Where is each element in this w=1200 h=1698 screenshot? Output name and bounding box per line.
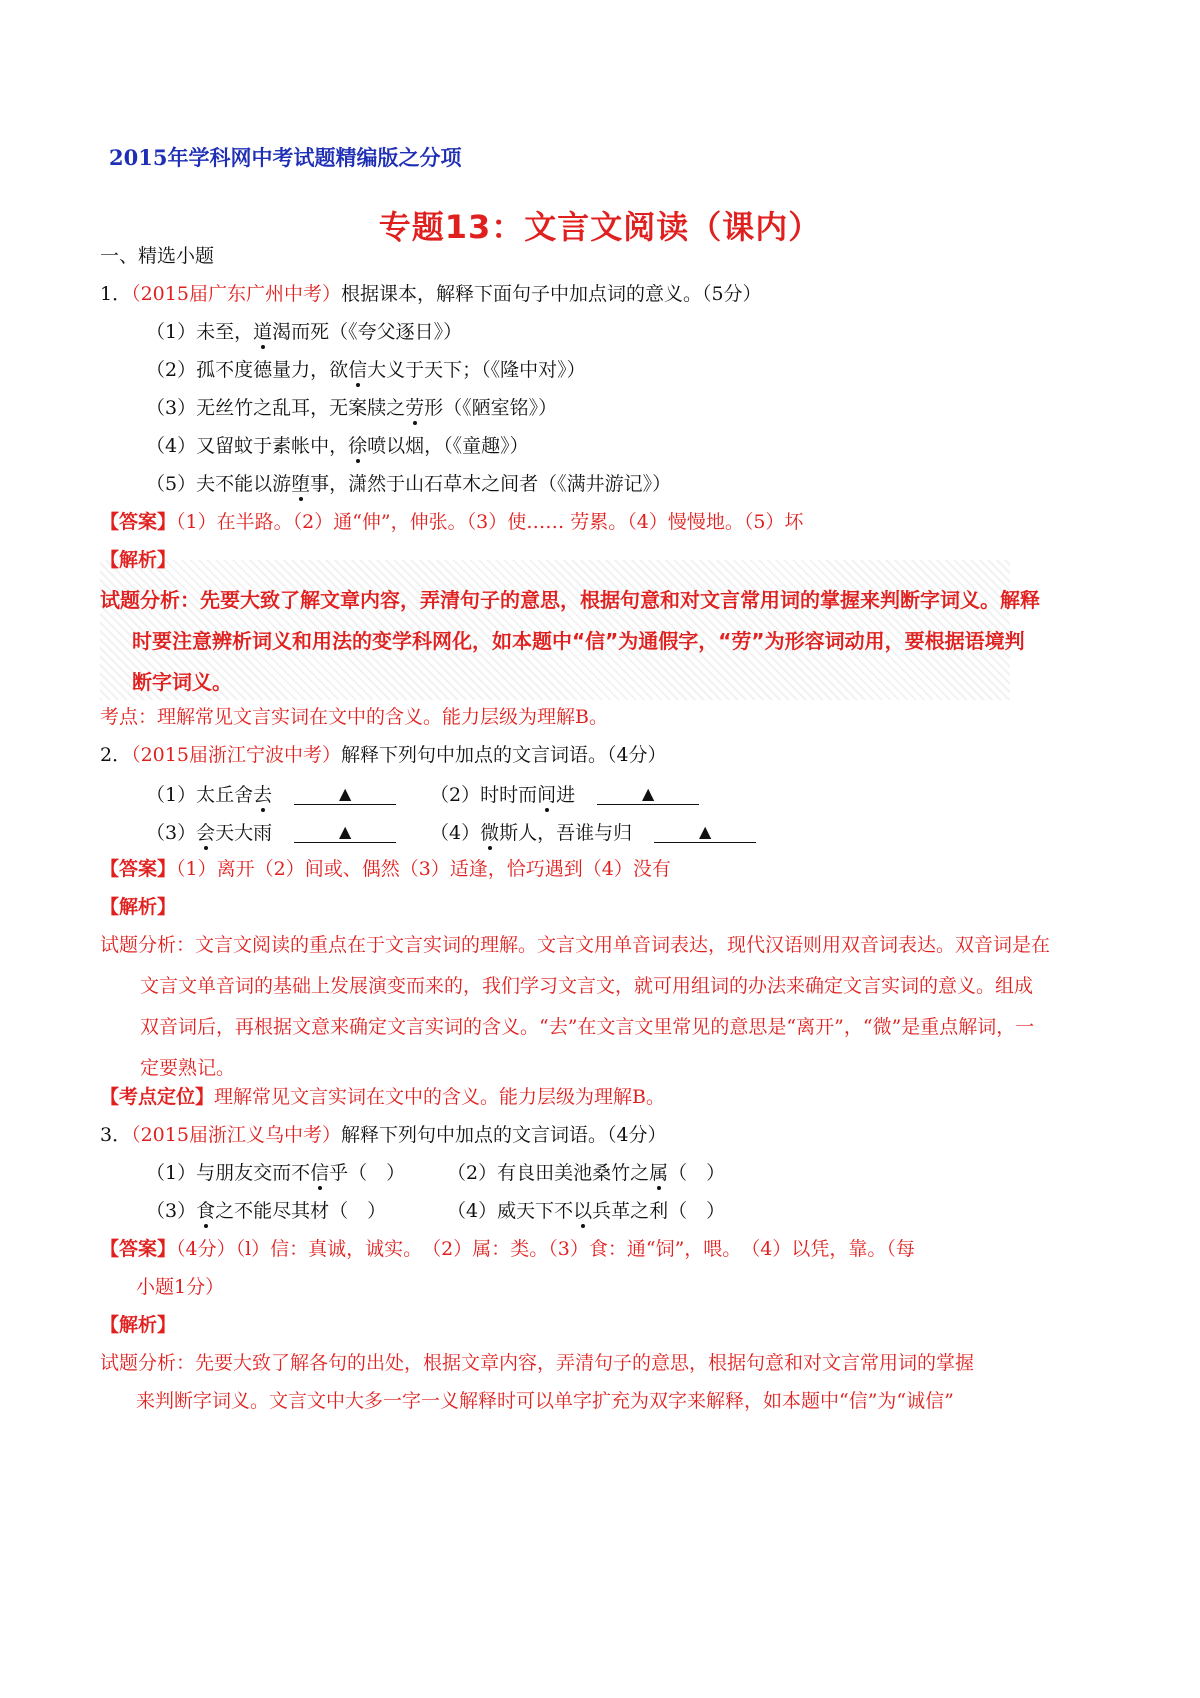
q1-item: （4）又留蚊于素帐中，徐喷以烟，（《童趣》） bbox=[146, 435, 529, 457]
dotted-word: 间 bbox=[537, 784, 557, 806]
answer-blank: ▲ bbox=[294, 822, 396, 843]
q3-item: （3）食之不能尽其材（ ） bbox=[146, 1200, 387, 1222]
dotted-word: 会 bbox=[196, 822, 216, 844]
q3-answer-cont: 小题1分） bbox=[136, 1276, 225, 1298]
answer-blank: ▲ bbox=[294, 784, 396, 805]
q1-item: （1）未至，道渴而死（《夸父逐日》） bbox=[146, 321, 463, 343]
question-prompt: 解释下列句中加点的文言词语。（4分） bbox=[340, 1124, 667, 1146]
q1-item: （2）孤不度德量力，欲信大义于天下；（《隆中对》） bbox=[146, 359, 586, 381]
q1-analysis: 试题分析：先要大致了解文章内容，弄清句子的意思，根据句意和对文言常用词的掌握来判断字词义。解释时要注意辨析词义和用法的变学科网化，如本题中“信”为通假字，“劳”为形容词动用，要根据语境判断字词义。 bbox=[100, 588, 1040, 694]
answer-blank: ▲ bbox=[597, 784, 699, 805]
dotted-word: 去 bbox=[253, 784, 273, 806]
dotted-word: 堕 bbox=[291, 473, 311, 495]
q1-item: （3）无丝竹之乱耳，无案牍之劳形（《陋室铭》） bbox=[146, 397, 558, 419]
q3-analysis-label: 【解析】 bbox=[100, 1314, 177, 1336]
q1-kaodian: 考点：理解常见文言实词在文中的含义。能力层级为理解B。 bbox=[100, 706, 608, 728]
q2-item: （4）微斯人，吾谁与归 ▲ bbox=[430, 822, 756, 843]
question-1-header bbox=[100, 285, 762, 304]
q2-kaodian: 【考点定位】理解常见文言实词在文中的含义。能力层级为理解B。 bbox=[100, 1086, 665, 1108]
question-source: （2015届浙江宁波中考） bbox=[131, 744, 341, 766]
q3-item: （1）与朋友交而不信乎（ ） bbox=[146, 1162, 406, 1184]
question-number: 2． bbox=[100, 744, 132, 766]
q2-analysis-label: 【解析】 bbox=[100, 896, 177, 918]
dotted-word: 道 bbox=[253, 321, 273, 343]
dotted-word: 属 bbox=[649, 1162, 669, 1184]
dotted-word: 信 bbox=[310, 1162, 330, 1184]
question-number: 3． bbox=[100, 1124, 132, 1146]
q1-answer: 【答案】（1）在半路。（2）通“伸”，伸张。（3）使…… 劳累。（4）慢慢地。（5）坏 bbox=[100, 511, 804, 533]
question-prompt: 根据课本，解释下面句子中加点词的意义。（5分） bbox=[340, 283, 762, 305]
dotted-word: 徐 bbox=[348, 435, 368, 457]
q3-analysis: 试题分析：先要大致了解各句的出处，根据文章内容，弄清句子的意思，根据句意和对文言常用词的掌握 bbox=[100, 1352, 975, 1374]
q3-answer: 【答案】（4分）（l）信：真诚，诚实。 （2）属：类。（3）食：通“饲”，喂。 （4）以凭，靠。（每 bbox=[100, 1238, 915, 1260]
q2-analysis: 试题分析：文言文阅读的重点在于文言实词的理解。文言文用单音词表达，现代汉语则用双音词表达。双音词是在文言文单音词的基础上发展演变而来的，我们学习文言文，就可用组词的办法来确定文言实词的意义。组成双音词后，再根据文意来确定文言实词的含义。“去”在文言文里常见的意思是“离开”，“微”是重点解词，一定要熟记。 bbox=[100, 934, 1051, 1079]
q3-analysis-cont: 来判断字词义。文言文中大多一字一义解释时可以单字扩充为双字来解释，如本题中“信”为“诚信” bbox=[136, 1390, 954, 1412]
q2-answer: 【答案】（1）离开（2）间或、偶然（3）适逢，恰巧遇到（4）没有 bbox=[100, 858, 671, 880]
series-title: 2015年学科网中考试题精编版之分项 bbox=[109, 145, 462, 170]
q2-item: （2）时时而间进 ▲ bbox=[430, 784, 699, 805]
question-source: （2015届广东广州中考） bbox=[131, 283, 341, 305]
q2-item: （3）会天大雨 ▲ bbox=[146, 822, 396, 843]
answer-blank: ▲ bbox=[654, 822, 756, 843]
q1-item: （5）夫不能以游堕事，潇然于山石草木之间者（《满井游记》） bbox=[146, 473, 672, 495]
q3-item: （2）有良田美池桑竹之属（ ） bbox=[447, 1162, 726, 1184]
question-2-header bbox=[100, 746, 667, 765]
dotted-word: 劳 bbox=[405, 397, 425, 419]
dotted-word: 信 bbox=[348, 359, 368, 381]
section-heading: 一、精选小题 bbox=[100, 245, 215, 267]
dotted-word: 以 bbox=[573, 1200, 593, 1222]
question-source: （2015届浙江义乌中考） bbox=[131, 1124, 341, 1146]
q3-item: （4）威天下不以兵革之利（ ） bbox=[447, 1200, 726, 1222]
question-number: 1． bbox=[100, 283, 132, 305]
dotted-word: 微 bbox=[480, 822, 500, 844]
q1-analysis-label: 【解析】 bbox=[100, 549, 177, 571]
page-title: 专题13：文言文阅读（课内） bbox=[378, 208, 822, 246]
q2-item: （1）太丘舍去 ▲ bbox=[146, 784, 396, 805]
question-prompt: 解释下列句中加点的文言词语。（4分） bbox=[340, 744, 667, 766]
dotted-word: 食 bbox=[196, 1200, 216, 1222]
question-3-header bbox=[100, 1126, 667, 1145]
